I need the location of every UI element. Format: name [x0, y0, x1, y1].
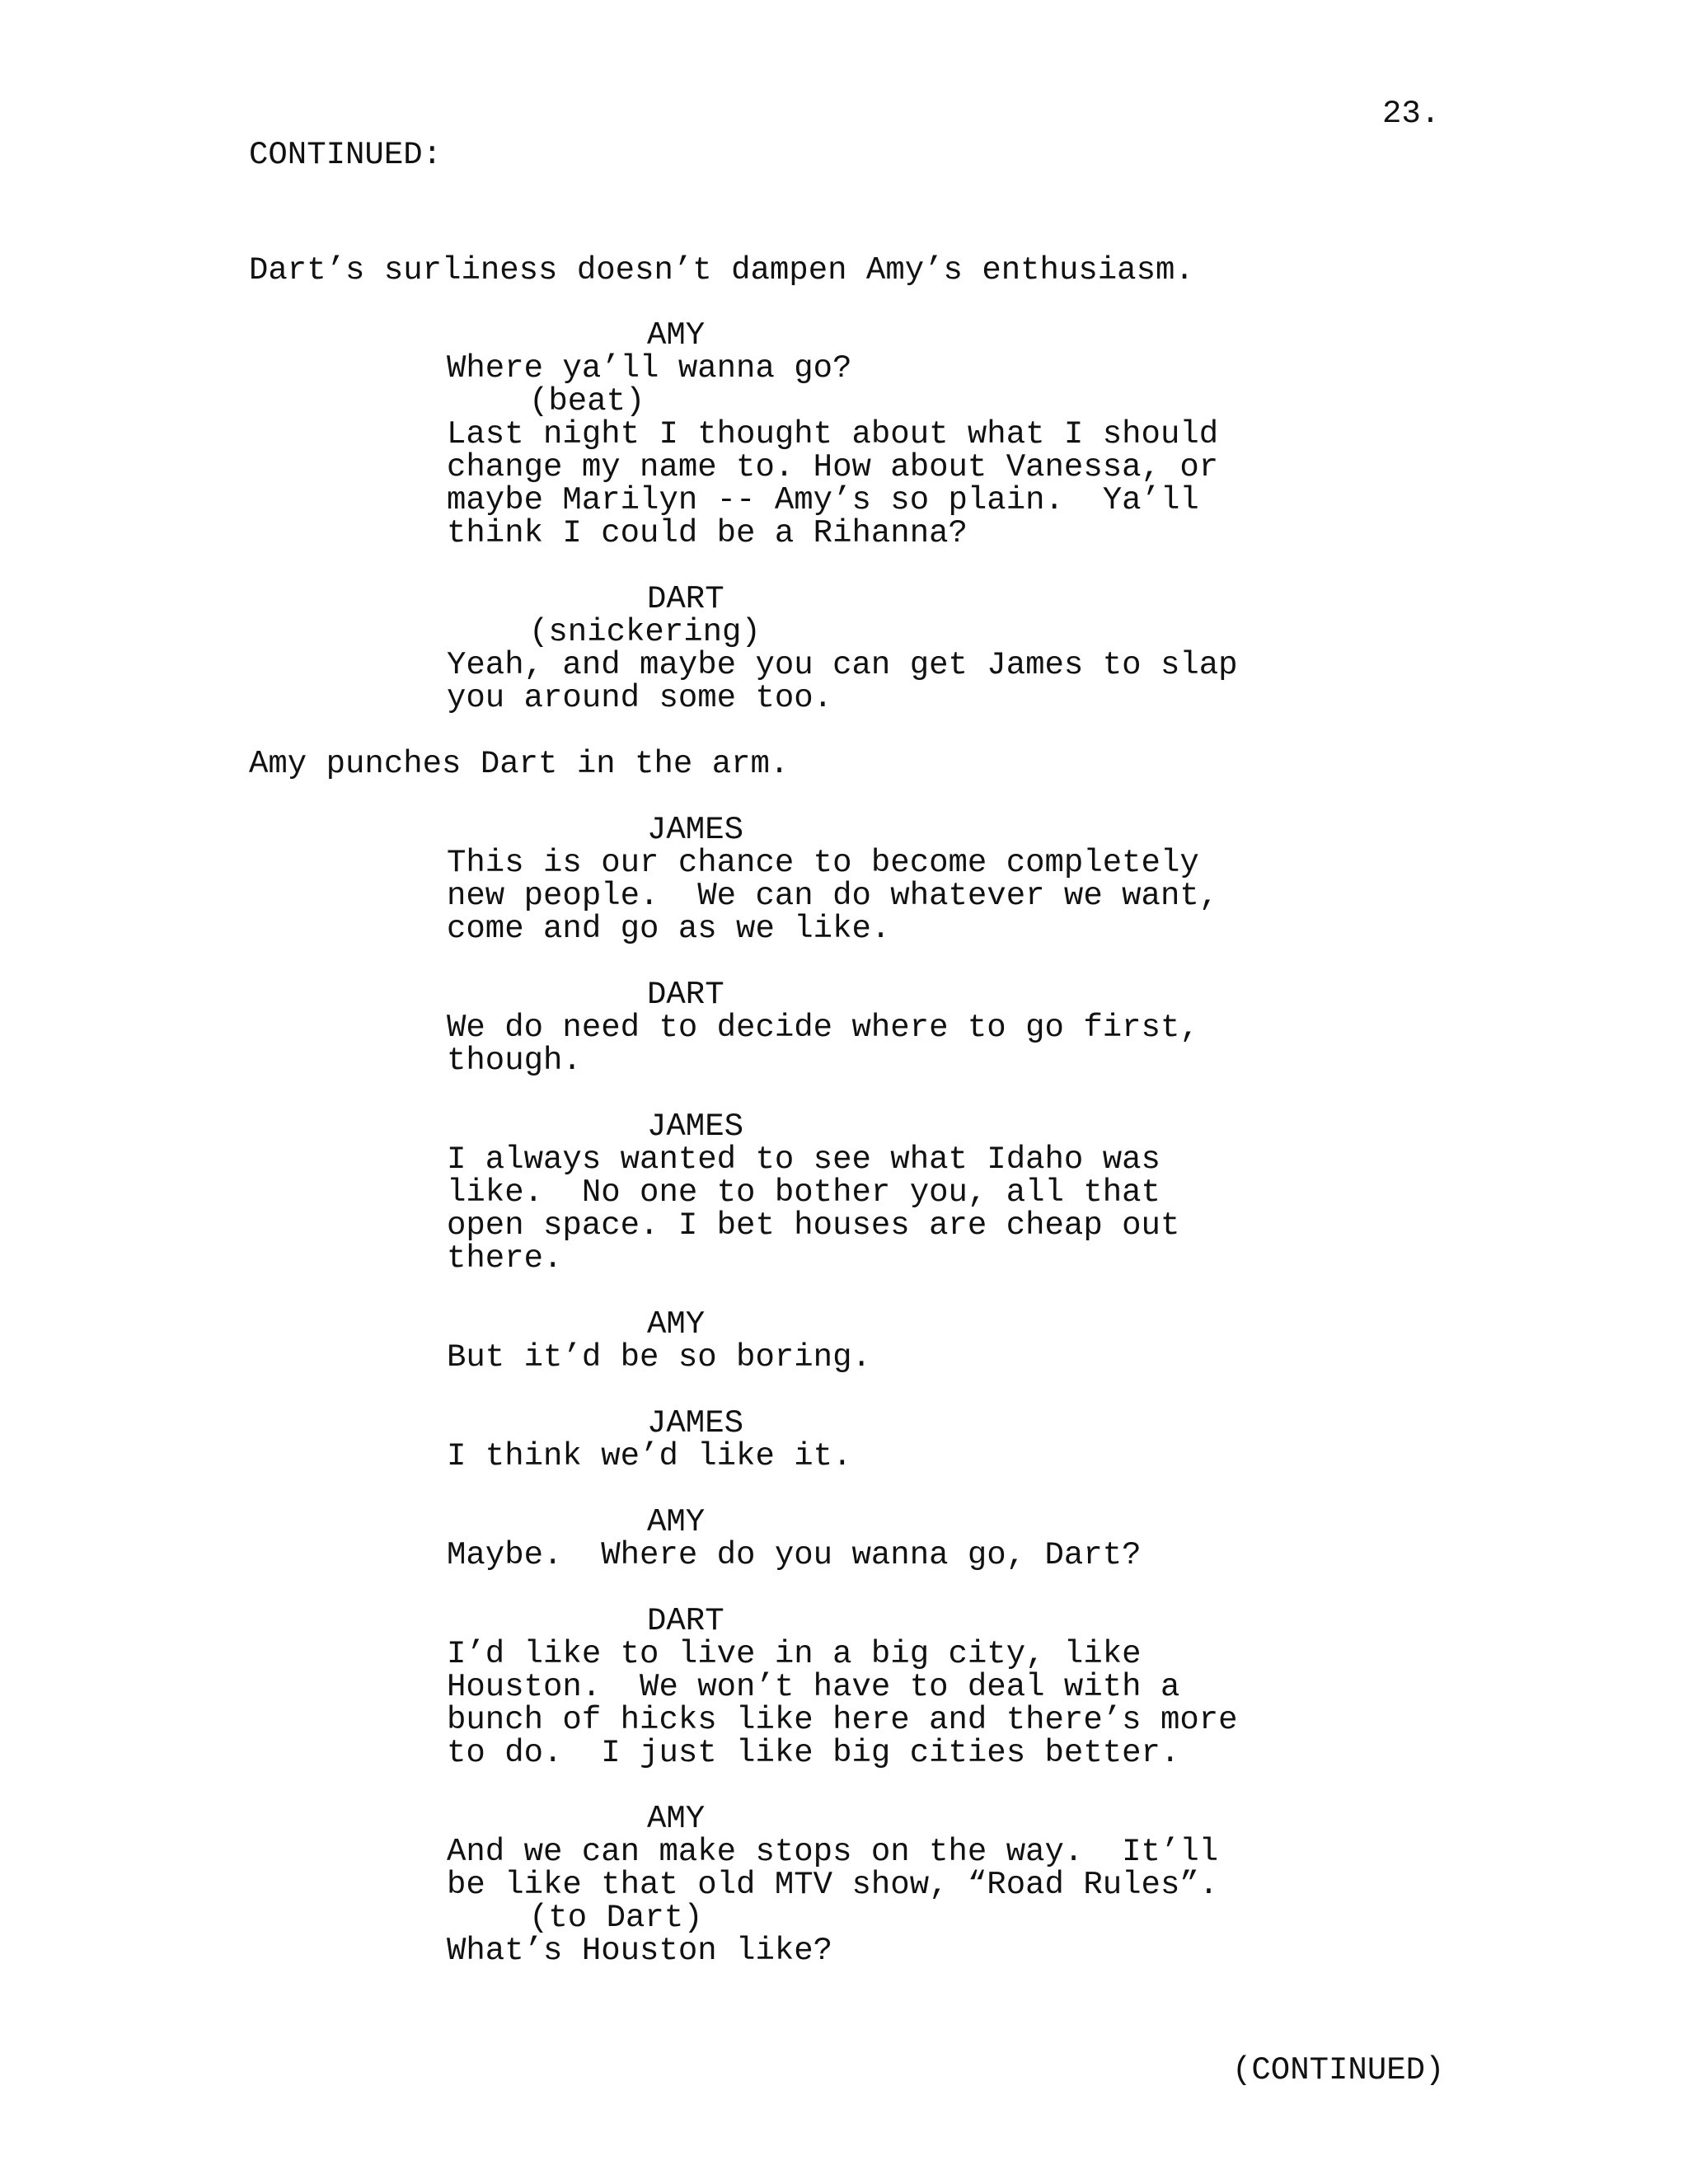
character-name: AMY [647, 1504, 706, 1540]
continued-footer: (CONTINUED) [1232, 2052, 1445, 2088]
character-name: AMY [647, 317, 706, 354]
action-line: Amy punches Dart in the arm. [249, 746, 790, 782]
dialogue: This is our chance to become completely new people. We can do whatever we want, come and go as we like. [447, 845, 1219, 947]
dialogue: We do need to decide where to go first, though. [447, 1010, 1199, 1079]
continued-header: CONTINUED: [249, 137, 443, 173]
dialogue: What’s Houston like? [447, 1933, 833, 1969]
character-name: JAMES [647, 1108, 744, 1145]
parenthetical: (snickering) [529, 614, 761, 650]
parenthetical: (beat) [529, 383, 645, 419]
action-line: Dart’s surliness doesn’t dampen Amy’s enthusiasm. [249, 252, 1194, 288]
dialogue: Last night I thought about what I should change my name to. How about Vanessa, or maybe Marilyn -- Amy’s so plain. Ya’ll think I could be a Rihanna? [447, 416, 1219, 551]
parenthetical: (to Dart) [529, 1900, 703, 1936]
dialogue: Yeah, and maybe you can get James to slap you around some too. [447, 647, 1238, 716]
character-name: AMY [647, 1306, 706, 1343]
dialogue: Maybe. Where do you wanna go, Dart? [447, 1537, 1142, 1573]
character-name: AMY [647, 1801, 706, 1837]
character-name: DART [647, 581, 724, 617]
dialogue: I think we’d like it. [447, 1438, 852, 1474]
dialogue: Where ya’ll wanna go? [447, 350, 852, 387]
dialogue: But it’d be so boring. [447, 1339, 871, 1376]
character-name: DART [647, 977, 724, 1013]
character-name: JAMES [647, 812, 744, 848]
dialogue: I’d like to live in a big city, like Houston. We won’t have to deal with a bunch of hicks like here and there’s more to do. I just like big cities better. [447, 1636, 1238, 1771]
character-name: JAMES [647, 1405, 744, 1441]
page-number: 23. [1382, 96, 1441, 132]
dialogue: I always wanted to see what Idaho was like. No one to bother you, all that open space. I bet houses are cheap out there. [447, 1141, 1180, 1277]
character-name: DART [647, 1603, 724, 1639]
dialogue: And we can make stops on the way. It’ll be like that old MTV show, “Road Rules”. [447, 1834, 1219, 1903]
